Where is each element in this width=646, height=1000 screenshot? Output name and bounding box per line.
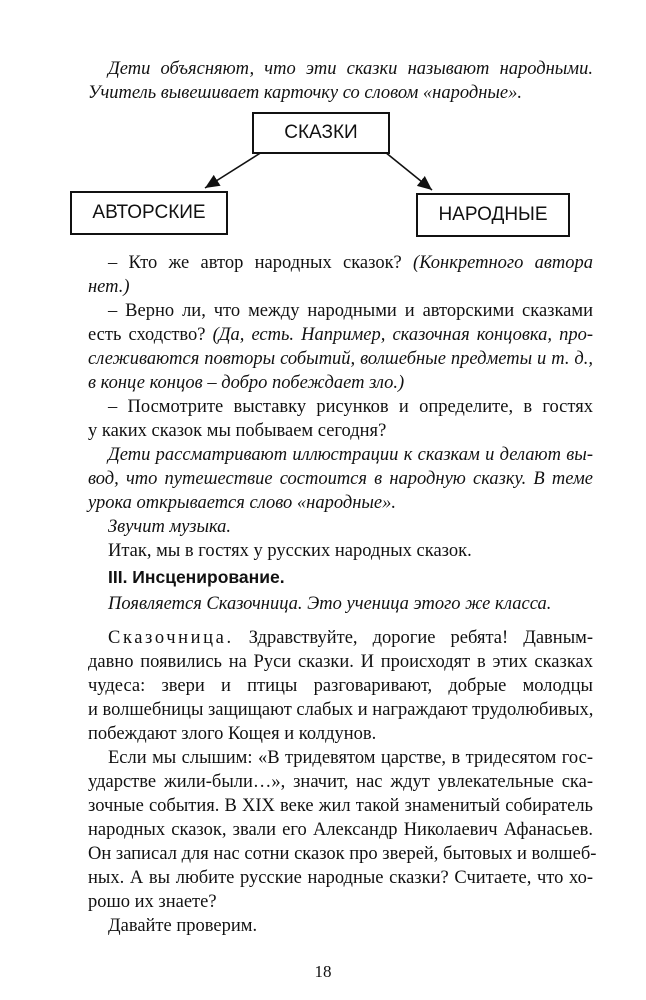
closing-line: Давайте проверим.: [108, 916, 258, 936]
para2-line-7: рошо их знаете?: [88, 892, 217, 912]
page-number: 18: [314, 962, 332, 981]
kids-line-2: вод, что путешествие состоится в народную сказку. В теме: [88, 469, 593, 489]
speech-line-2: давно появились на Руси сказки. И происходят в этих сказках: [88, 652, 593, 672]
q2-question-end: есть сходство?: [88, 325, 213, 345]
speaker-name: Сказочница.: [108, 628, 234, 648]
q2-line-2: [88, 323, 593, 347]
para2-line-4: народных сказок, звали его Александр Николаевич Афанасьев.: [88, 820, 593, 840]
diagram-root-box: СКАЗКИ: [252, 112, 390, 154]
q1-line-2: нет.): [88, 277, 130, 297]
intro-line-1: Дети объясняют, что эти сказки называют народными.: [108, 59, 593, 79]
q2-line-1: – Верно ли, что между народными и авторскими сказками: [108, 301, 593, 321]
speech-line-5: побеждают злого Кощея и колдунов.: [88, 724, 377, 744]
kids-line-1: Дети рассматривают иллюстрации к сказкам и делают вы-: [108, 445, 593, 465]
speech-line-3: чудеса: звери и птицы разговаривают, добрые молодцы: [88, 676, 593, 696]
para2-line-3: зочные события. В XIX веке жил такой знаменитый собиратель: [88, 796, 593, 816]
arrow-left: [205, 152, 262, 188]
appears-note: Появляется Сказочница. Это ученица этого же класса.: [108, 594, 552, 614]
section-heading: III. Инсценирование.: [108, 567, 285, 587]
speech-line-4: и волшебницы защищают слабых и награждают трудолюбивых,: [88, 700, 594, 720]
music-note: Звучит музыка.: [108, 517, 232, 537]
q3-line-2: у каких сказок мы побываем сегодня?: [88, 421, 387, 441]
q3-line-1: – Посмотрите выставку рисунков и определите, в гостях: [108, 397, 593, 417]
guest-line: Итак, мы в гостях у русских народных сказок.: [108, 541, 472, 561]
speech-greeting: Здравствуйте, дорогие ребята! Давным-: [233, 628, 593, 648]
q2-line-4: в конце концов – добро побеждает зло.): [88, 373, 405, 393]
q1-question: – Кто же автор народных сказок?: [108, 253, 414, 273]
para2-line-2: ударстве жили-были…», значит, нас ждут увлекательные ска-: [88, 772, 593, 792]
intro-line-2: Учитель вывешивает карточку со словом «народные».: [88, 83, 522, 103]
arrow-right: [385, 152, 432, 190]
kids-line-3: урока открывается слово «народные».: [88, 493, 396, 513]
para2-line-6: ных. А вы любите русские народные сказки? Считаете, что хо-: [88, 868, 593, 888]
para2-line-1: Если мы слышим: «В тридевятом царстве, в тридесятом гос-: [108, 748, 593, 768]
q2-answer-start: (Да, есть. Например, сказочная концовка, про-: [212, 325, 593, 345]
speech-line-1: [108, 626, 593, 650]
diagram-left-box: АВТОРСКИЕ: [70, 191, 228, 235]
q1-line-1: [108, 251, 593, 275]
para2-line-5: Он записал для нас сотни сказок про зверей, бытовых и волшеб-: [88, 844, 597, 864]
diagram-right-box: НАРОДНЫЕ: [416, 193, 570, 237]
q1-answer-start: (Конкретного автора: [413, 253, 594, 273]
q2-line-3: слеживаются повторы событий, волшебные предметы и т. д.,: [88, 349, 593, 369]
